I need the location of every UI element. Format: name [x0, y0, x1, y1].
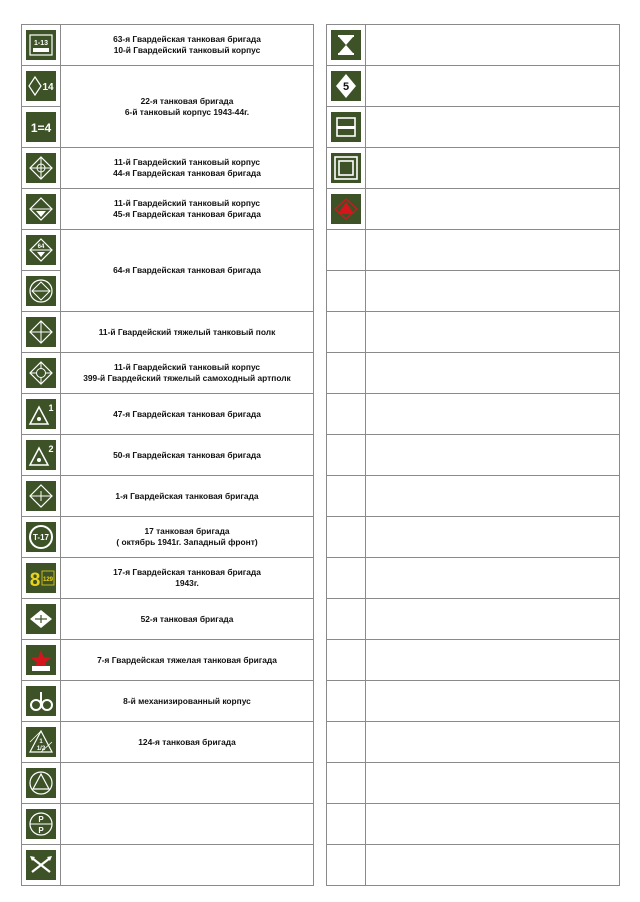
emblem-cell — [22, 640, 61, 681]
left-emblem-table — [21, 24, 314, 886]
yellow-numbers-icon — [26, 563, 56, 593]
table-row — [327, 271, 620, 312]
table-row — [327, 476, 620, 517]
table-row — [327, 599, 620, 640]
table-row — [327, 148, 620, 189]
emblem-cell-empty — [327, 722, 366, 763]
table-row — [22, 25, 314, 66]
unit-label-empty — [366, 640, 620, 681]
triangle-2-number: 2 — [48, 444, 54, 454]
emblem-cell — [22, 681, 61, 722]
unit-label-empty — [366, 722, 620, 763]
unit-label-empty — [366, 681, 620, 722]
label-line: 44-я Гвардейская танковая бригада — [113, 168, 261, 178]
emblem-cell-empty — [327, 558, 366, 599]
label-line: 8-й механизированный корпус — [123, 695, 251, 706]
emblem-cell — [327, 66, 366, 107]
circle-number-icon — [26, 522, 56, 552]
table-row — [22, 353, 314, 394]
label-line: 17-я Гвардейская танковая бригада — [113, 567, 261, 577]
rhombus-number: 14 — [42, 82, 54, 93]
label-line: 63-я Гвардейская танковая бригада — [113, 34, 261, 44]
emblem-cell — [22, 312, 61, 353]
unit-label-empty — [366, 845, 620, 886]
unit-label — [61, 435, 314, 476]
unit-label — [61, 66, 314, 148]
emblem-cell-empty — [327, 640, 366, 681]
table-row — [327, 558, 620, 599]
unit-label-empty — [366, 107, 620, 148]
table-row — [22, 517, 314, 558]
double-square-icon — [331, 153, 361, 183]
table-row — [22, 558, 314, 599]
table-row — [22, 394, 314, 435]
emblem-cell — [22, 353, 61, 394]
unit-label-empty — [366, 230, 620, 271]
table-row — [327, 517, 620, 558]
emblem-cell — [22, 25, 61, 66]
unit-label — [61, 230, 314, 312]
label-line: 7-я Гвардейская тяжелая танковая бригада — [97, 654, 277, 665]
fraction-top: 1 — [39, 739, 43, 745]
table-row — [327, 640, 620, 681]
unit-label-empty — [61, 804, 314, 845]
fraction-bottom: 1/2 — [36, 746, 46, 752]
table-row — [22, 804, 314, 845]
emblem-cell — [22, 845, 61, 886]
unit-label — [61, 312, 314, 353]
rhombus-cross-heavy-icon — [26, 317, 56, 347]
label-line: 124-я танковая бригада — [138, 736, 236, 747]
emblem-cell — [327, 25, 366, 66]
pp-top-letter: P — [38, 815, 44, 824]
label-line: 11-й Гвардейский танковый корпус — [113, 157, 261, 167]
circle-number-text: T-17 — [32, 533, 50, 542]
unit-label — [61, 599, 314, 640]
emblem-cell-empty — [327, 476, 366, 517]
label-line: 399-й Гвардейский тяжелый самоходный артполк — [83, 373, 291, 383]
rhombus-cross-icon — [26, 153, 56, 183]
unit-label-empty — [366, 763, 620, 804]
unit-label — [61, 148, 314, 189]
unit-label-empty — [366, 148, 620, 189]
emblem-cell — [327, 107, 366, 148]
table-row — [327, 845, 620, 886]
table-row — [22, 763, 314, 804]
label-line: 17 танковая бригада — [144, 526, 230, 536]
circle-rhombus-icon — [26, 276, 56, 306]
circle-d-icon — [26, 686, 56, 716]
circle-pp-icon — [26, 809, 56, 839]
label-line: 45-я Гвардейская танковая бригада — [113, 209, 261, 219]
unit-label — [61, 558, 314, 599]
triangle-2-icon — [26, 440, 56, 470]
yellow-big-number: 8 — [29, 570, 41, 591]
unit-label — [61, 189, 314, 230]
emblem-cell — [22, 107, 61, 148]
unit-label-empty — [366, 476, 620, 517]
emblem-cell-empty — [327, 394, 366, 435]
table-row — [327, 435, 620, 476]
hourglass-icon — [331, 30, 361, 60]
plate-number: 1-13 — [33, 40, 49, 47]
circle-triangle-icon — [26, 768, 56, 798]
emblem-cell — [22, 66, 61, 107]
emblem-cell-empty — [327, 517, 366, 558]
label-line: 1-я Гвардейская танковая бригада — [115, 490, 259, 501]
emblem-cell — [22, 271, 61, 312]
emblem-cell — [22, 558, 61, 599]
emblem-cell — [22, 476, 61, 517]
emblem-cell-empty — [327, 763, 366, 804]
unit-label-empty — [366, 394, 620, 435]
emblem-cell — [22, 763, 61, 804]
unit-label — [61, 640, 314, 681]
crossed-arrows-icon — [26, 850, 56, 880]
label-line: 11-й Гвардейский тяжелый танковый полк — [98, 326, 276, 337]
unit-label-empty — [366, 66, 620, 107]
numeral-plate-icon — [26, 30, 56, 60]
unit-label — [61, 476, 314, 517]
emblem-cell-empty — [327, 845, 366, 886]
table-row — [22, 230, 314, 271]
unit-label-empty — [366, 312, 620, 353]
table-row — [327, 804, 620, 845]
table-row — [327, 353, 620, 394]
unit-label-empty — [61, 845, 314, 886]
unit-label-empty — [61, 763, 314, 804]
unit-label-empty — [366, 25, 620, 66]
table-row — [327, 681, 620, 722]
table-row — [327, 107, 620, 148]
emblem-cell — [22, 189, 61, 230]
label-line: 6-й танковый корпус 1943-44г. — [124, 106, 250, 117]
emblem-cell-empty — [327, 599, 366, 640]
right-emblem-table — [326, 24, 620, 886]
label-line: 47-я Гвардейская танковая бригада — [113, 408, 261, 419]
emblem-cell-empty — [327, 353, 366, 394]
label-line: 22-я танковая бригада — [140, 95, 234, 106]
emblem-cell — [22, 148, 61, 189]
table-row — [22, 66, 314, 107]
label-line: 10-й Гвардейский танковый корпус — [113, 45, 261, 55]
label-line: ( октябрь 1941г. Западный фронт) — [116, 537, 258, 547]
table-row — [327, 25, 620, 66]
emblem-cell — [22, 230, 61, 271]
emblem-cell — [22, 394, 61, 435]
table-row — [327, 722, 620, 763]
rhombus-cross-number-icon — [26, 358, 56, 388]
unit-label — [61, 681, 314, 722]
rhombus-14-icon — [26, 71, 56, 101]
unit-label — [61, 722, 314, 763]
rhombus-5-number: 5 — [342, 81, 350, 93]
table-row — [327, 189, 620, 230]
table-row — [22, 640, 314, 681]
label-line: 11-й Гвардейский танковый корпус — [113, 362, 261, 372]
emblem-cell — [22, 722, 61, 763]
triangle-1-icon — [26, 399, 56, 429]
emblem-cell — [22, 804, 61, 845]
bar-number-text: 1=4 — [30, 121, 52, 135]
table-row — [327, 394, 620, 435]
table-row — [327, 66, 620, 107]
table-row — [22, 599, 314, 640]
emblem-cell-empty — [327, 435, 366, 476]
table-row — [22, 312, 314, 353]
unit-label-empty — [366, 804, 620, 845]
bar-number-icon — [26, 112, 56, 142]
unit-label-empty — [366, 353, 620, 394]
table-row — [327, 312, 620, 353]
unit-label — [61, 517, 314, 558]
unit-label — [61, 25, 314, 66]
unit-label-empty — [366, 558, 620, 599]
emblem-cell — [22, 517, 61, 558]
table-row — [22, 722, 314, 763]
table-row — [22, 681, 314, 722]
rhombus-triangle-64-icon — [26, 235, 56, 265]
emblem-cell-empty — [327, 312, 366, 353]
red-triangle-icon — [331, 194, 361, 224]
triangle-1-number: 1 — [48, 403, 54, 413]
emblem-cell-empty — [327, 230, 366, 271]
label-line: 52-я танковая бригада — [140, 613, 234, 624]
rhombus-triangle-icon — [26, 194, 56, 224]
label-line: 50-я Гвардейская танковая бригада — [113, 449, 261, 460]
table-row — [22, 148, 314, 189]
table-row — [22, 189, 314, 230]
unit-label-empty — [366, 435, 620, 476]
unit-label — [61, 394, 314, 435]
label-line: 64-я Гвардейская танковая бригада — [113, 265, 261, 275]
unit-label — [61, 353, 314, 394]
emblem-cell — [22, 599, 61, 640]
table-row — [22, 845, 314, 886]
triangle-fraction-icon — [26, 727, 56, 757]
unit-label-empty — [366, 517, 620, 558]
emblem-cell — [327, 189, 366, 230]
emblem-cell-empty — [327, 681, 366, 722]
pp-bottom-letter: P — [38, 826, 44, 835]
unit-label-empty — [366, 271, 620, 312]
unit-label-empty — [366, 189, 620, 230]
rhombus-64-number: 64 — [37, 244, 45, 250]
label-line: 1943г. — [175, 578, 199, 588]
rhombus-5-icon — [331, 71, 361, 101]
table-row — [22, 435, 314, 476]
red-star-icon — [26, 645, 56, 675]
unit-label-empty — [366, 599, 620, 640]
table-row — [327, 763, 620, 804]
rhombus-line-icon — [26, 481, 56, 511]
yellow-small-number: 129 — [42, 577, 54, 583]
emblem-cell-empty — [327, 804, 366, 845]
label-line: 11-й Гвардейский танковый корпус — [113, 198, 261, 208]
emblem-cell — [327, 148, 366, 189]
table-row — [22, 476, 314, 517]
table-row — [327, 230, 620, 271]
square-bar-icon — [331, 112, 361, 142]
emblem-cell — [22, 435, 61, 476]
white-rhombus-icon — [26, 604, 56, 634]
emblem-cell-empty — [327, 271, 366, 312]
